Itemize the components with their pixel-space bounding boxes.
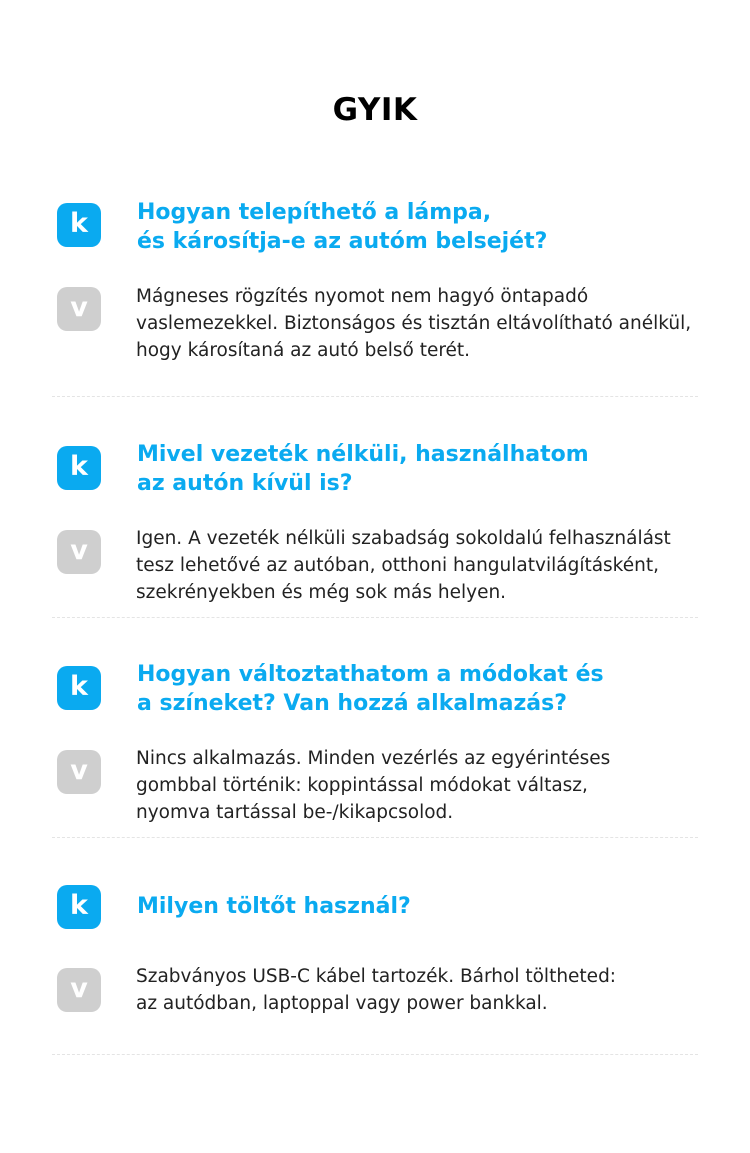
question-badge-icon: k	[57, 885, 101, 929]
faq-question-4: Milyen töltőt használ?	[137, 894, 411, 919]
answer-badge-icon: v	[57, 968, 101, 1012]
faq-question-3: Hogyan változtathatom a módokat és a színeket? Van hozzá alkalmazás?	[137, 662, 604, 716]
faq-divider	[52, 1054, 698, 1055]
question-badge-icon: k	[57, 446, 101, 490]
answer-badge-icon: v	[57, 750, 101, 794]
faq-question-1: Hogyan telepíthető a lámpa, és károsítja-e az autóm belsejét?	[137, 200, 548, 254]
question-badge-icon: k	[57, 203, 101, 247]
question-badge-icon: k	[57, 666, 101, 710]
faq-divider	[52, 617, 698, 618]
faq-divider	[52, 837, 698, 838]
faq-answer-1: Mágneses rögzítés nyomot nem hagyó öntapadó vaslemezekkel. Biztonságos és tisztán eltávolítható anélkül, hogy károsítaná az autó belső terét.	[136, 286, 692, 361]
faq-answer-3: Nincs alkalmazás. Minden vezérlés az egyérintéses gombbal történik: koppintással módokat váltasz, nyomva tartással be-/kikapcsolod.	[136, 748, 611, 823]
faq-answer-4: Szabványos USB-C kábel tartozék. Bárhol töltheted: az autódban, laptoppal vagy power bankkal.	[136, 966, 617, 1014]
answer-badge-icon: v	[57, 530, 101, 574]
faq-divider	[52, 396, 698, 397]
answer-badge-icon: v	[57, 287, 101, 331]
faq-answer-2: Igen. A vezeték nélküli szabadság sokoldalú felhasználást tesz lehetővé az autóban, otthoni hangulatvilágításként, szekrényekben és még sok más helyen.	[136, 528, 671, 603]
faq-question-2: Mivel vezeték nélküli, használhatom az autón kívül is?	[137, 442, 589, 496]
page-title: GYIK	[332, 92, 418, 128]
